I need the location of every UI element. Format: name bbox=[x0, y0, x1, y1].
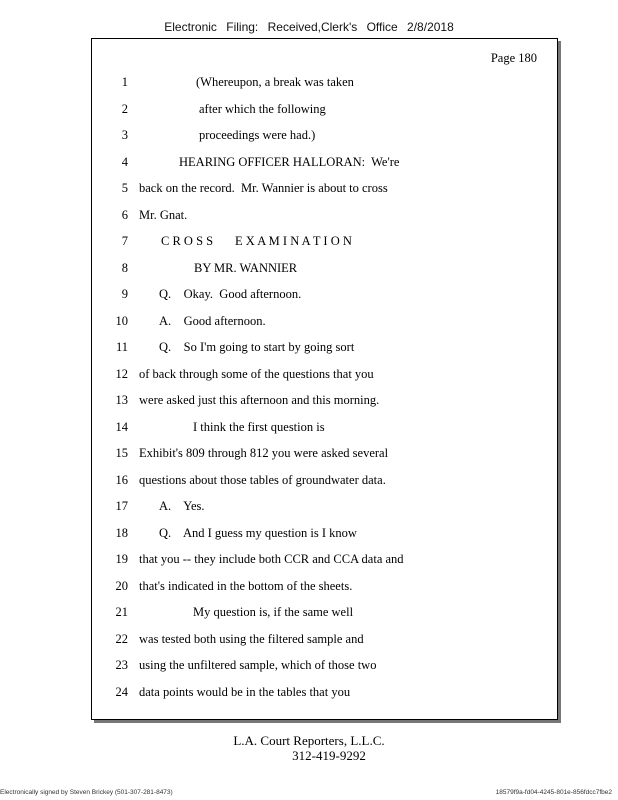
filing-header: Electronic Filing: Received,Clerk's Office 2/8/2018 bbox=[164, 20, 454, 34]
line-text: using the unfiltered sample, which of those two bbox=[139, 658, 377, 672]
line-number: 3 bbox=[121, 128, 128, 142]
line-text: Q. And I guess my question is I know bbox=[159, 525, 357, 540]
line-number: 18 bbox=[115, 525, 128, 540]
line-text: Exhibit's 809 through 812 you were asked several bbox=[139, 446, 389, 460]
transcript-page bbox=[91, 38, 558, 720]
line-number: 6 bbox=[121, 207, 128, 222]
transcript-line bbox=[92, 287, 557, 305]
transcript-line bbox=[92, 685, 557, 703]
transcript-line bbox=[92, 208, 557, 226]
line-number: 17 bbox=[115, 499, 128, 513]
line-text: of back through some of the questions that you bbox=[139, 366, 374, 381]
electronic-signature: Electronically signed by Steven Brickey (501-307-281-8473) bbox=[0, 789, 173, 796]
line-number: 8 bbox=[121, 260, 128, 275]
line-text: was tested both using the filtered sample and bbox=[139, 631, 364, 646]
transcript-line bbox=[92, 446, 557, 464]
transcript-line bbox=[92, 181, 557, 199]
line-text: questions about those tables of groundwater data. bbox=[139, 472, 386, 487]
line-number: 9 bbox=[121, 287, 128, 301]
line-text: (Whereupon, a break was taken bbox=[196, 75, 354, 89]
line-text: I think the first question is bbox=[193, 419, 325, 434]
document-id: 18579f9a-fd04-4245-801e-856fdcc7fbe2 bbox=[495, 789, 612, 796]
line-number: 2 bbox=[121, 101, 128, 116]
line-text: that's indicated in the bottom of the sheets. bbox=[139, 578, 353, 593]
line-number: 13 bbox=[115, 393, 128, 407]
line-number: 23 bbox=[115, 658, 128, 672]
line-text: HEARING OFFICER HALLORAN: We're bbox=[179, 154, 400, 169]
page-number: Page 180 bbox=[490, 51, 537, 65]
line-number: 12 bbox=[115, 366, 128, 381]
line-number: 1 bbox=[121, 75, 128, 89]
transcript-line bbox=[92, 605, 557, 623]
transcript-line bbox=[92, 128, 557, 146]
line-text: after which the following bbox=[199, 101, 326, 116]
transcript-line bbox=[92, 579, 557, 597]
transcript-line bbox=[92, 526, 557, 544]
transcript-line bbox=[92, 155, 557, 173]
line-number: 16 bbox=[115, 472, 128, 487]
line-number: 21 bbox=[115, 605, 128, 619]
transcript-line bbox=[92, 314, 557, 332]
line-number: 20 bbox=[115, 578, 128, 593]
transcript-line bbox=[92, 473, 557, 491]
line-number: 10 bbox=[115, 313, 128, 328]
line-number: 7 bbox=[121, 234, 128, 248]
transcript-line bbox=[92, 420, 557, 438]
line-text: A. Good afternoon. bbox=[159, 313, 266, 328]
line-number: 4 bbox=[121, 154, 128, 169]
line-number: 15 bbox=[115, 446, 128, 460]
line-text: proceedings were had.) bbox=[199, 128, 316, 142]
line-text: were asked just this afternoon and this morning. bbox=[139, 393, 380, 407]
reporter-company: L.A. Court Reporters, L.L.C. bbox=[233, 733, 385, 748]
line-number: 19 bbox=[115, 552, 128, 566]
line-text: A. Yes. bbox=[159, 499, 205, 513]
line-text: back on the record. Mr. Wannier is about to cross bbox=[139, 181, 388, 195]
transcript-line bbox=[92, 499, 557, 517]
transcript-line bbox=[92, 261, 557, 279]
line-text: My question is, if the same well bbox=[193, 605, 354, 619]
line-number: 5 bbox=[121, 181, 128, 195]
line-text: data points would be in the tables that you bbox=[139, 684, 351, 699]
transcript-line bbox=[92, 367, 557, 385]
line-text: BY MR. WANNIER bbox=[194, 260, 298, 275]
line-text: C R O S S E X A M I N A T I O N bbox=[161, 234, 352, 248]
line-text: that you -- they include both CCR and CCA data and bbox=[139, 552, 404, 566]
line-number: 22 bbox=[115, 631, 128, 646]
transcript-line bbox=[92, 340, 557, 358]
transcript-line bbox=[92, 552, 557, 570]
transcript-line bbox=[92, 102, 557, 120]
line-number: 14 bbox=[115, 419, 128, 434]
line-number: 24 bbox=[115, 684, 128, 699]
transcript-line bbox=[92, 393, 557, 411]
line-text: Q. So I'm going to start by going sort bbox=[159, 340, 355, 354]
transcript-line bbox=[92, 75, 557, 93]
line-text: Mr. Gnat. bbox=[139, 207, 188, 222]
reporter-phone: 312-419-9292 bbox=[292, 748, 366, 763]
line-number: 11 bbox=[115, 340, 128, 354]
transcript-line bbox=[92, 632, 557, 650]
transcript-line bbox=[92, 658, 557, 676]
line-text: Q. Okay. Good afternoon. bbox=[159, 287, 302, 301]
transcript-line bbox=[92, 234, 557, 252]
